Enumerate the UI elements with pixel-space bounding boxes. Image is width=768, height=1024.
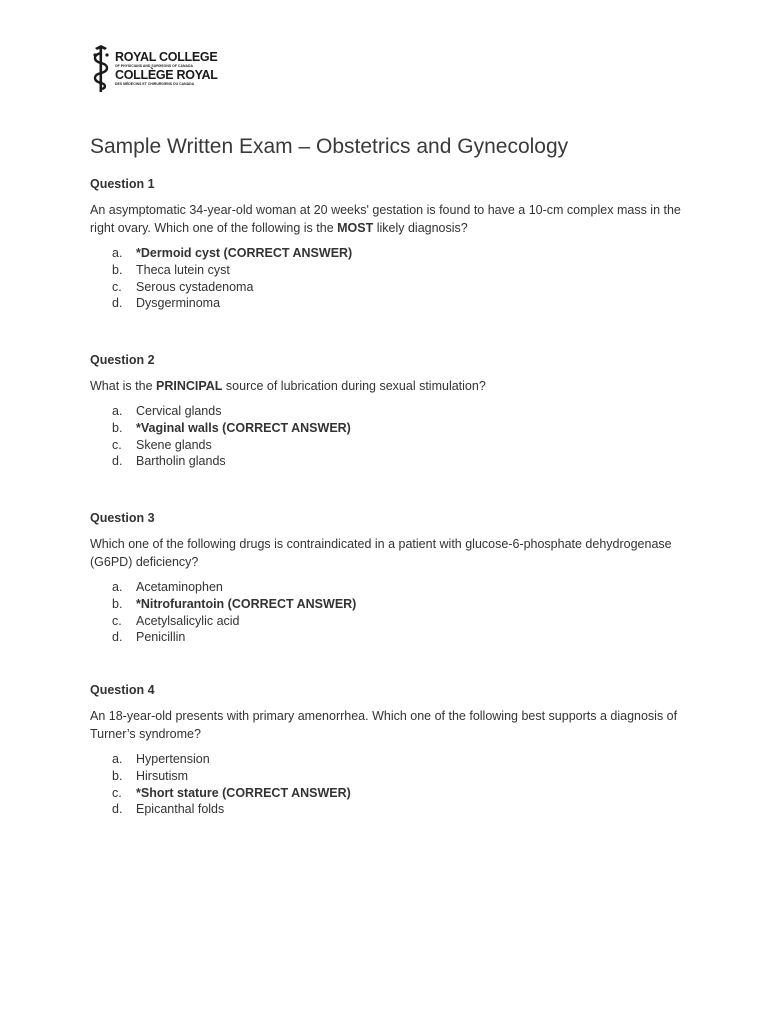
question-heading: Question 3: [90, 511, 155, 525]
answer-option: c. Skene glands: [112, 437, 212, 452]
question-heading: Question 1: [90, 177, 155, 191]
answer-option: b. Theca lutein cyst: [112, 262, 230, 277]
question-block: [90, 510, 690, 646]
question-block: [90, 352, 690, 470]
answer-option: d. Penicillin: [112, 630, 186, 645]
answer-option: a. Hypertension: [112, 752, 210, 766]
question-stem: An 18-year-old presents with primary amenorrhea. Which one of the following best supports a diagnosis of Turner’s syndrome?: [90, 709, 678, 741]
answer-option: a. *Dermoid cyst (CORRECT ANSWER): [112, 246, 353, 260]
logo-subline-english: OF PHYSICIANS AND SURGEONS OF CANADA: [115, 64, 193, 68]
logo-subline-french: DES MÉDECINS ET CHIRURGIENS DU CANADA: [115, 82, 195, 86]
question-heading: Question 4: [90, 683, 155, 697]
answer-option: a. Cervical glands: [112, 404, 222, 418]
question-stem: What is the PRINCIPAL source of lubrication during sexual stimulation?: [90, 379, 486, 393]
question-heading: Question 2: [90, 353, 155, 367]
answer-option: b. *Vaginal walls (CORRECT ANSWER): [112, 420, 351, 435]
answer-option: c. *Short stature (CORRECT ANSWER): [112, 785, 351, 800]
answer-option: c. Acetylsalicylic acid: [112, 613, 240, 628]
answer-option: d. Dysgerminoma: [112, 296, 221, 311]
answer-options: [90, 403, 690, 470]
logo-line-french: COLLÈGE ROYAL: [115, 68, 218, 82]
royal-college-logo: [91, 44, 221, 94]
answer-option: b. *Nitrofurantoin (CORRECT ANSWER): [112, 596, 357, 611]
answer-options: [90, 751, 690, 818]
question-stem: Which one of the following drugs is contraindicated in a patient with glucose-6-phosphate dehydrogenase (G6PD) deficiency?: [90, 537, 672, 569]
answer-option: b. Hirsutism: [112, 768, 189, 783]
question-stem: An asymptomatic 34-year-old woman at 20 weeks' gestation is found to have a 10-cm complex mass in the right ovary. Which one of the following is the MOST likely diagnosis?: [90, 203, 681, 235]
question-block: [90, 682, 690, 818]
answer-option: c. Serous cystadenoma: [112, 279, 254, 294]
caduceus-icon: [91, 44, 111, 94]
answer-option: d. Epicanthal folds: [112, 802, 225, 817]
page-title: Sample Written Exam – Obstetrics and Gynecology: [90, 135, 569, 158]
answer-options: [90, 245, 690, 312]
answer-option: d. Bartholin glands: [112, 454, 226, 469]
question-block: [90, 176, 690, 312]
answer-options: [90, 579, 690, 646]
answer-option: a. Acetaminophen: [112, 580, 223, 594]
logo-line-english: ROYAL COLLEGE: [115, 50, 218, 64]
